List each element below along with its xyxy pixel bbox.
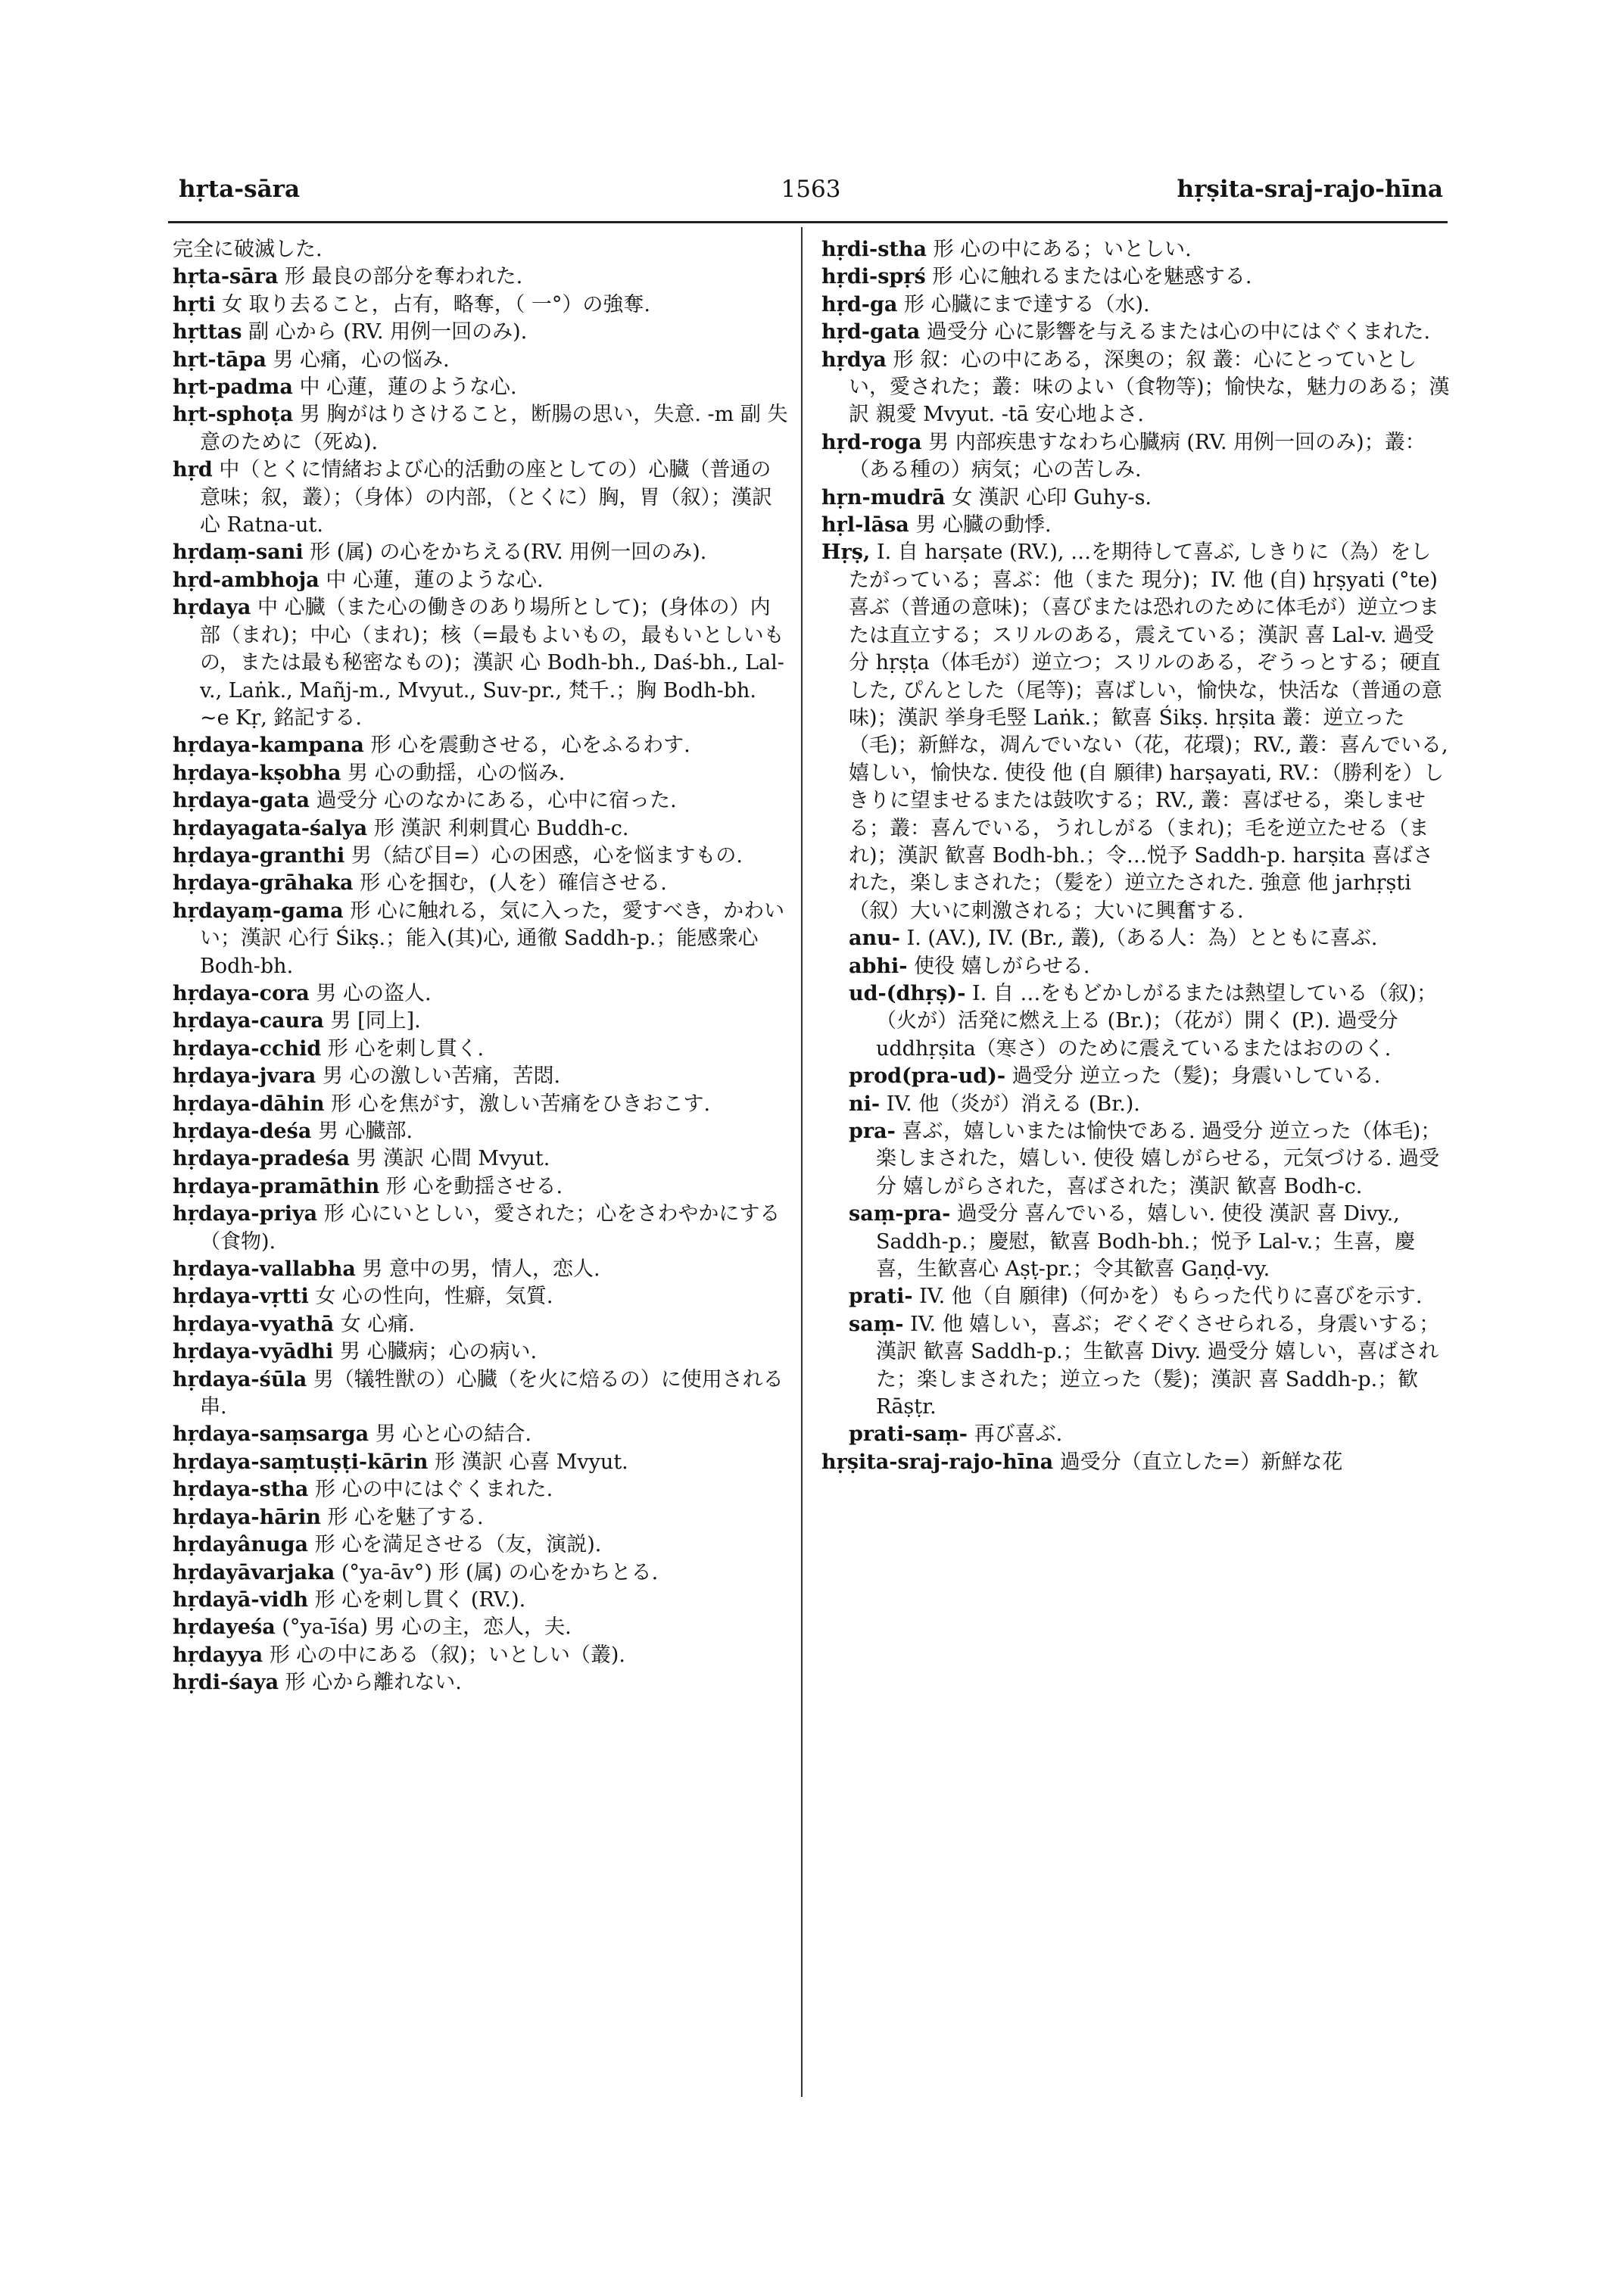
entry-headword: hṛd-roga: [821, 430, 922, 454]
entry-headword: hṛl-lāsa: [821, 513, 909, 537]
entry-definition: 形 心の中にある（叙)；いとしい（叢).: [269, 1643, 625, 1667]
dictionary-entry: [821, 291, 1451, 319]
dictionary-entry: [173, 1531, 790, 1559]
entry-headword: hṛdayā-vidh: [173, 1587, 309, 1612]
entry-headword: hṛti: [173, 292, 216, 316]
dictionary-entry: [173, 539, 790, 566]
entry-definition: 男 胸がはりさけること，断腸の思い，失意. -m 副 失意のために（死ぬ).: [200, 403, 788, 454]
entry-definition: 形 心に触れるまたは心を魅惑する.: [932, 265, 1252, 289]
dictionary-entry: [173, 1201, 790, 1256]
entry-headword: hṛdayagata-śalya: [173, 816, 368, 840]
dictionary-entry: [173, 1504, 790, 1531]
entry-definition: (°ya-āv°) 形 (属) の心をかちとる.: [341, 1560, 659, 1584]
dictionary-entry: [173, 567, 790, 594]
entry-headword: hṛdaya-vyathā: [173, 1312, 335, 1336]
entry-definition: 男 心と心の結合.: [375, 1422, 531, 1447]
entry-headword: hṛdaya-vyādhi: [173, 1340, 334, 1364]
dictionary-entry: [173, 1256, 790, 1283]
entry-headword: hṛdaya: [173, 596, 251, 620]
entry-headword: ud-(dhṛṣ)-: [849, 981, 966, 1005]
dictionary-entry: [173, 1669, 790, 1696]
entry-definition: 女 心痛.: [340, 1312, 415, 1336]
entry-headword: hṛd-ga: [821, 292, 898, 316]
dictionary-entry: [173, 1063, 790, 1090]
entry-definition: 過受分（直立した=）新鮮な花: [1059, 1450, 1343, 1474]
entry-definition: 形 漢訳 利刺貫心 Buddh-c.: [373, 816, 629, 840]
entry-definition: 形 心に触れる，気に入った，愛すべき，かわいい；漢訳 心行 Śikṣ.；能入(其)心, 通徹 Saddh-p.；能感衆心 Bodh-bh.: [200, 899, 785, 978]
dictionary-entry: [173, 1366, 790, 1422]
page-header: [179, 176, 1443, 221]
entry-headword: saṃ-pra-: [849, 1202, 951, 1226]
dictionary-entry: [173, 1145, 790, 1173]
entry-definition: 男 心臓部.: [317, 1120, 413, 1143]
entry-headword: abhi-: [849, 954, 908, 978]
entry-headword: hṛttas: [173, 320, 242, 344]
header-right-guideword: hṛṣita-sraj-rajo-hīna: [1177, 176, 1443, 203]
dictionary-entry: [173, 1642, 790, 1669]
entry-definition: 形 漢訳 心喜 Mvyut.: [435, 1450, 628, 1474]
entry-headword: hṛdi-śaya: [173, 1671, 279, 1695]
entry-headword: hṛd-ambhoja: [173, 568, 320, 592]
dictionary-entry: [821, 347, 1451, 429]
dictionary-entry: [173, 1587, 790, 1614]
entry-headword: hṛdaya-cchid: [173, 1036, 322, 1061]
entry-headword: hṛdaya-kṣobha: [173, 761, 341, 785]
entry-definition: 男（結び目=）心の困惑，心を悩ますもの.: [351, 843, 743, 868]
entry-headword: anu-: [849, 927, 900, 951]
entry-headword: hṛdaya-vallabha: [173, 1257, 356, 1282]
entry-definition: IV. 他（炎が）消える (Br.).: [886, 1092, 1140, 1116]
page-number: 1563: [781, 176, 841, 203]
entry-definition: 形 心の中にはぐくまれた.: [315, 1478, 553, 1502]
dictionary-entry: [173, 787, 790, 815]
entry-headword: Hṛṣ,: [821, 541, 871, 565]
entry-headword: hṛn-mudrā: [821, 485, 946, 509]
entry-headword: saṃ-: [849, 1312, 904, 1336]
entry-headword: hṛdya: [821, 347, 887, 372]
dictionary-entry: [173, 291, 790, 319]
dictionary-entry: [173, 263, 790, 291]
entry-definition: I. 自 …をもどかしがるまたは熱望している（叙)；（火が）活発に燃え上る (Br.)；（花が）開く (P.). 過受分 uddhṛṣita（寒さ）のために震えているまたはおののく.: [876, 981, 1437, 1061]
entry-definition: 形 心を刺し貫く (RV.).: [314, 1587, 526, 1612]
entry-definition: 男 心の激しい苦痛，苦悶.: [322, 1064, 561, 1089]
entry-definition: 形 心を満足させる（友，演説).: [314, 1533, 602, 1557]
dictionary-entry: [821, 925, 1451, 952]
entry-definition: 形 心を焦がす，激しい苦痛をひきおこす.: [331, 1092, 711, 1116]
dictionary-entry: [821, 980, 1451, 1063]
dictionary-entry: [821, 539, 1451, 925]
dictionary-entry: [173, 374, 790, 401]
entry-headword: ni-: [849, 1092, 881, 1116]
entry-definition: 再び喜ぶ.: [974, 1422, 1063, 1447]
dictionary-entry: [821, 319, 1451, 346]
entry-headword: hṛdaya-dāhin: [173, 1092, 325, 1116]
entry-definition: 過受分 心のなかにある，心中に宿った.: [316, 789, 677, 813]
entry-headword: hṛdaya-jvara: [173, 1064, 316, 1089]
entry-definition: 男 意中の男，情人，恋人.: [362, 1257, 600, 1282]
entry-definition: 中（とくに情緒および心的活動の座としての）心臓（普通の意味；叙，叢）；（身体）の内部，（とくに）胸，胃（叙）；漢訳 心 Ratna-ut.: [200, 458, 772, 537]
entry-headword: hṛdaya-pramāthin: [173, 1174, 380, 1198]
entry-definition: 副 心から (RV. 用例一回のみ).: [248, 320, 528, 344]
entry-headword: pra-: [849, 1120, 896, 1143]
entry-definition: 中 心蓮，蓮のような心.: [299, 375, 517, 400]
entry-definition: 形 叙：心の中にある，深奥の；叙 叢：心にとっていとしい，愛された；叢：味のよい（食物等)；愉快な，魅力のある；漢訳 親愛 Mvyut. -tā 安心地よさ.: [849, 347, 1450, 427]
entry-headword: hṛdaya-saṃtuṣṭi-kārin: [173, 1450, 429, 1474]
dictionary-entry: [821, 429, 1451, 484]
entry-definition: 形 (属) の心をかちえる(RV. 用例一回のみ).: [310, 541, 707, 565]
dictionary-entry: [173, 1036, 790, 1063]
entry-headword: hṛdaya-deśa: [173, 1120, 312, 1143]
entry-headword: hṛdaya-saṃsarga: [173, 1422, 369, 1447]
dictionary-entry: [821, 1091, 1451, 1118]
dictionary-entry: [821, 1311, 1451, 1422]
dictionary-entry: [821, 953, 1451, 980]
dictionary-entry: [173, 1338, 790, 1366]
entry-definition: 形 心の中にある；いとしい.: [933, 238, 1192, 261]
entry-definition: 形 最良の部分を奪われた.: [285, 265, 523, 289]
dictionary-entry: [821, 263, 1451, 291]
entry-definition: IV. 他（自 願律)（何かを）もらった代りに喜びを示す.: [919, 1285, 1423, 1309]
entry-headword: hṛd: [173, 458, 213, 482]
dictionary-entry: [173, 236, 790, 263]
entry-definition: 男 心の動揺，心の悩み.: [348, 761, 566, 785]
dictionary-entry: [173, 401, 790, 456]
entry-definition: 形 心を震動させる，心をふるわす.: [370, 734, 690, 758]
dictionary-entry: [821, 512, 1451, 539]
entry-headword: hṛdayaṃ-gama: [173, 899, 344, 923]
entry-headword: hṛdaya-śūla: [173, 1367, 307, 1391]
entry-headword: hṛdaya-cora: [173, 981, 310, 1005]
entry-definition: 男 [同上].: [330, 1009, 421, 1033]
dictionary-entry: [173, 980, 790, 1008]
dictionary-entry: [173, 843, 790, 870]
entry-headword: hṛt-tāpa: [173, 347, 267, 372]
header-left-guideword: hṛta-sāra: [179, 176, 301, 203]
entry-headword: hṛdayāvarjaka: [173, 1560, 335, 1584]
dictionary-entry: [173, 1311, 790, 1338]
dictionary-entry: [173, 1091, 790, 1118]
dictionary-entry: [173, 760, 790, 787]
entry-definition: 男 内部疾患すなわち心臓病 (RV. 用例一回のみ)；叢：（ある種の）病気；心の苦しみ.: [849, 430, 1426, 482]
entry-definition: 男 心臓の動悸.: [915, 513, 1052, 537]
entry-headword: hṛdayânuga: [173, 1533, 309, 1557]
dictionary-entry: [173, 456, 790, 539]
dictionary-entry: [821, 1449, 1451, 1476]
dictionary-entry: [821, 1201, 1451, 1283]
dictionary-entry: [173, 815, 790, 843]
dictionary-entry: [173, 898, 790, 980]
entry-definition: 過受分 逆立った（髪)；身震いしている.: [1011, 1064, 1381, 1089]
entry-headword: prati-saṃ-: [849, 1422, 968, 1447]
entry-headword: hṛdaya-priya: [173, 1202, 318, 1226]
dictionary-entry: [821, 1063, 1451, 1090]
entry-definition: 形 心を動揺させる.: [385, 1174, 563, 1198]
entry-definition: 中 心臓（また心の働きのあり場所として)；(身体の）内部（まれ)；中心（まれ)；核（=最もよいもの，最もいとしいもの，または最も秘密なもの)；漢訳 心 Bodh-bh., Daś-bh., Lal-v., Laṅk., Mañj-m., Mvyut., Suv-pr., 梵千.；胸 Bodh-bh. ~e Kṛ, 銘記する.: [200, 596, 784, 730]
entry-headword: hṛdaya-granthi: [173, 843, 345, 868]
entry-headword: hṛt-padma: [173, 375, 293, 400]
dictionary-entry: [173, 1118, 790, 1145]
entry-definition: 完全に破滅した.: [173, 238, 323, 261]
entry-definition: 男 心の盗人.: [316, 981, 432, 1005]
entry-definition: 形 心を刺し貫く.: [327, 1036, 485, 1061]
entry-headword: hṛdaya-stha: [173, 1478, 309, 1502]
dictionary-entry: [173, 594, 790, 732]
dictionary-entry: [173, 1421, 790, 1448]
dictionary-entry: [173, 1476, 790, 1503]
dictionary-entry: [821, 1421, 1451, 1448]
entry-headword: hṛṣita-sraj-rajo-hīna: [821, 1450, 1054, 1474]
entry-definition: 形 心から離れない.: [285, 1671, 462, 1695]
entry-definition: 形 心を魅了する.: [327, 1505, 484, 1529]
entry-headword: hṛdaya-kampana: [173, 734, 364, 758]
dictionary-entry: [173, 1614, 790, 1641]
right-column: [821, 236, 1451, 1476]
header-rule: [168, 221, 1448, 223]
entry-definition: I. 自 harṣate (RV.), …を期待して喜ぶ, しきりに（為）をしたがっている；喜ぶ：他（また 現分)；IV. 他 (自) hṛṣyati (°te) 喜ぶ（普通の意味)；（喜びまたは恐れのために体毛が）逆立つまたは直立する；スリルのある，震えている；漢訳 喜 Lal-v. 過受分 hṛṣṭa（体毛が）逆立つ；スリルのある，ぞうっとする；硬直した, ぴんとした（尾等)；喜ばしい，愉快な，快活な（普通の意味)；漢訳 挙身毛竪 Laṅk.；歓喜 Śikṣ. hṛṣita 叢：逆立った（毛)；新鮮な，凋んでいない（花，花環)；RV., 叢：喜んでいる, 嬉しい，愉快な. 使役 他 (自 願律) harṣayati, RV.：（勝利を）しきりに望ませるまたは鼓吹する；RV., 叢：喜ばせる，楽しませる；叢：喜んでいる，うれしがる（まれ)；毛を逆立たせる（まれ)；漢訳 歓喜 Bodh-bh.；令…悦予 Saddh-p. harṣita 喜ばされた，楽しまされた；（髪を）逆立たされた. 強意 他 jarhṛṣti（叙）大いに刺激される；大いに興奮する.: [849, 541, 1448, 923]
entry-headword: prati-: [849, 1285, 913, 1309]
entry-definition: 喜ぶ，嬉しいまたは愉快である. 過受分 逆立った（体毛)；楽しまされた，嬉しい. 使役 嬉しがらせる，元気づける. 過受分 嬉しがらされた，喜ばされた；漢訳 歓喜 Bodh-c.: [876, 1120, 1442, 1198]
entry-definition: 男 心痛，心の悩み.: [273, 347, 450, 372]
dictionary-entry: [173, 1283, 790, 1310]
entry-definition: 形 心を掴む，(人を）確信させる.: [360, 871, 667, 896]
entry-definition: 中 心蓮，蓮のような心.: [326, 568, 544, 592]
entry-definition: (°ya-īśa) 男 心の主，恋人，夫.: [282, 1615, 572, 1640]
dictionary-entry: [173, 732, 790, 759]
entry-headword: hṛta-sāra: [173, 265, 279, 289]
dictionary-entry: [173, 1449, 790, 1476]
dictionary-entry: [173, 347, 790, 374]
dictionary-entry: [173, 1008, 790, 1035]
entry-headword: hṛdaya-hārin: [173, 1505, 321, 1529]
entry-definition: 過受分 心に影響を与えるまたは心の中にはぐくまれた.: [926, 320, 1431, 344]
entry-definition: 形 心にいとしい，愛された；心をさわやかにする（食物).: [200, 1202, 781, 1254]
entry-definition: IV. 他 嬉しい，喜ぶ；ぞくぞくさせられる，身震いする；漢訳 歓喜 Saddh-p.；生歓喜 Divy. 過受分 嬉しい，喜ばされた；楽しまされた；逆立った（髪)；漢訳 喜 Saddh-p.；歓 Rāṣṭr.: [876, 1312, 1440, 1419]
dictionary-entry: [821, 484, 1451, 512]
dictionary-entry: [821, 236, 1451, 263]
column-divider: [801, 227, 803, 2097]
dictionary-entry: [821, 1283, 1451, 1310]
entry-definition: 男 心臓病；心の病い.: [339, 1340, 538, 1364]
entry-definition: 男 漢訳 心間 Mvyut.: [356, 1147, 550, 1171]
entry-definition: 女 心の性向，性癖，気質.: [315, 1285, 553, 1309]
dictionary-entry: [821, 1118, 1451, 1201]
dictionary-entry: [173, 870, 790, 897]
left-column: [173, 236, 790, 1697]
entry-headword: hṛdaṃ-sani: [173, 541, 304, 565]
entry-headword: hṛdaya-caura: [173, 1009, 324, 1033]
entry-headword: prod(pra-ud)-: [849, 1064, 1006, 1089]
entry-definition: 過受分 喜んでいる，嬉しい. 使役 漢訳 喜 Divy., Saddh-p.；慶慰，歓喜 Bodh-bh.；悦予 Lal-v.；生喜，慶喜，生歓喜心 Aṣṭ-pr.；令其歓喜 Gaṇḍ-vy.: [876, 1202, 1416, 1282]
entry-headword: hṛdaya-pradeśa: [173, 1147, 350, 1171]
entry-headword: hṛdaya-vṛtti: [173, 1285, 309, 1309]
dictionary-entry: [173, 1559, 790, 1587]
entry-definition: 男（犠牲獣の）心臓（を火に焙るの）に使用される串.: [200, 1367, 784, 1419]
dictionary-entry: [173, 319, 790, 346]
entry-headword: hṛdaya-gata: [173, 789, 310, 813]
entry-definition: 女 漢訳 心印 Guhy-s.: [952, 485, 1152, 509]
entry-headword: hṛdayya: [173, 1643, 263, 1667]
entry-headword: hṛd-gata: [821, 320, 921, 344]
dictionary-entry: [173, 1173, 790, 1201]
entry-definition: 使役 嬉しがらせる.: [914, 954, 1090, 978]
entry-headword: hṛdaya-grāhaka: [173, 871, 354, 896]
entry-headword: hṛdi-spṛś: [821, 265, 926, 289]
entry-headword: hṛt-sphoṭa: [173, 403, 294, 427]
entry-definition: 形 心臓にまで達する（水).: [903, 292, 1150, 316]
entry-definition: I. (AV.), IV. (Br., 叢),（ある人：為）とともに喜ぶ.: [906, 927, 1378, 951]
entry-headword: hṛdi-stha: [821, 238, 927, 261]
entry-definition: 女 取り去ること，占有，略奪，（ 一°）の強奪.: [222, 292, 650, 316]
entry-headword: hṛdayeśa: [173, 1615, 276, 1640]
